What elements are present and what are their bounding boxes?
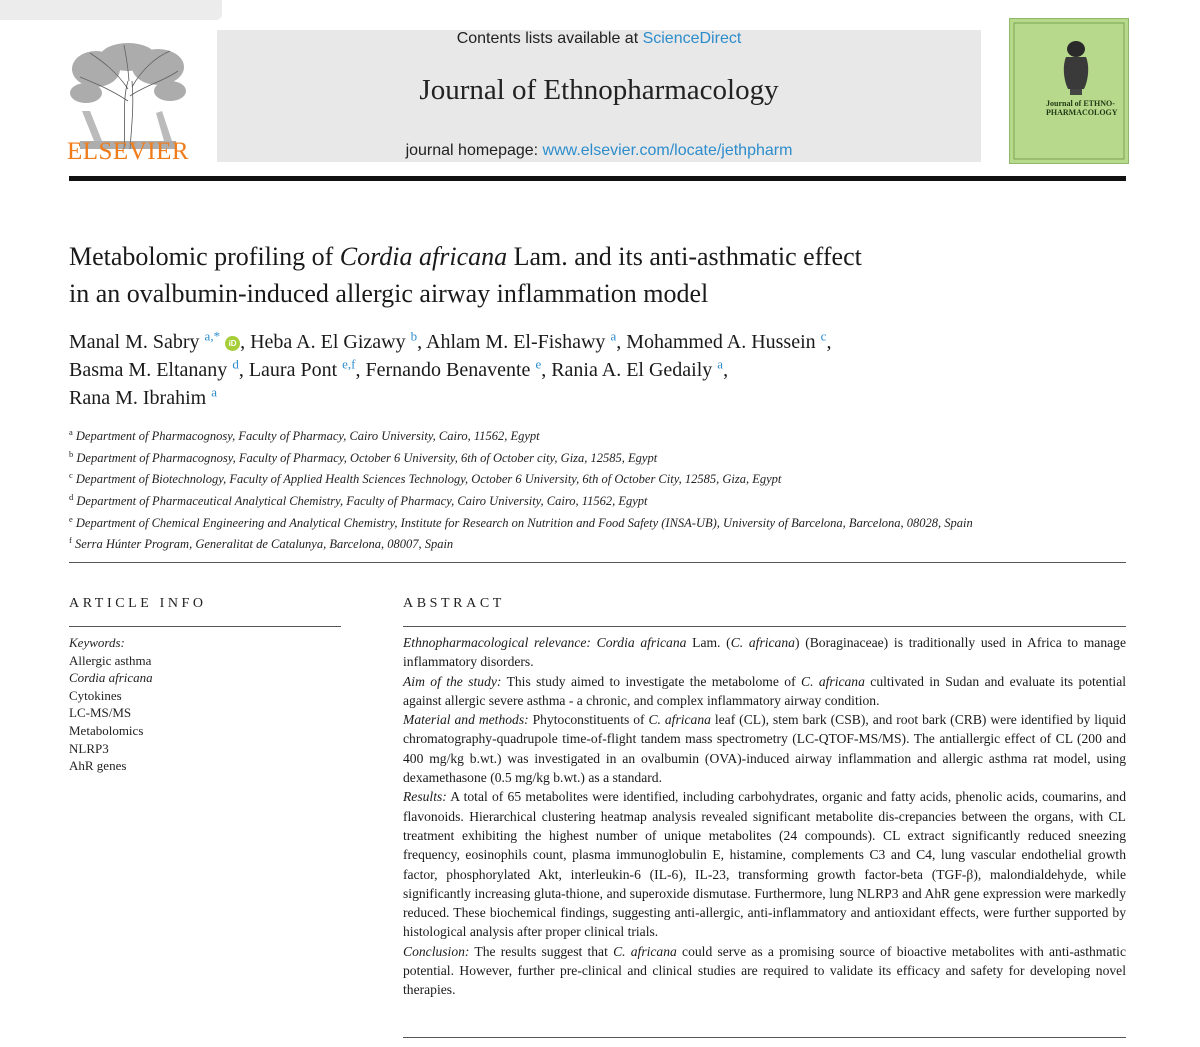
journal-title: Journal of Ethnopharmacology	[419, 74, 779, 106]
title-part: Lam. and its anti-asthmatic effect	[507, 242, 862, 271]
keyword-item[interactable]: NLRP3	[69, 740, 109, 756]
author-name: Fernando Benavente	[365, 359, 531, 381]
section-divider	[69, 562, 1126, 563]
abstract-aim	[403, 672, 1126, 711]
orcid-icon[interactable]: iD	[225, 336, 240, 351]
publisher-name: ELSEVIER	[66, 138, 190, 165]
affiliation-item	[69, 511, 999, 533]
affiliation-key: d	[69, 491, 74, 502]
author-name: Ahlam M. El-Fishawy	[426, 331, 606, 353]
author[interactable]	[626, 328, 827, 353]
paragraph-text: leaf (CL), stem bark (CSB), and root bark (CRB) were identified by liquid chromatography-quadrupole time-of-flight tandem mass spectrometry (LC-QTOF-MS/MS). The antiallergic effect of CL (200 and 400 mg/kg b.wt.) was investigated in an ovalbumin (OVA)-induced airway inflammation and allergic asthma rat model, using dexamethasone (0.5 mg/kg b.wt.) as a standard.	[403, 712, 1126, 786]
paragraph-label: Ethnopharmacological relevance:	[403, 635, 591, 650]
homepage-line	[217, 142, 981, 160]
abstract-bottom-rule	[403, 1037, 1126, 1038]
author-name: Rania A. El Gedaily	[551, 359, 713, 381]
title-species: Cordia africana	[339, 242, 508, 271]
author-list: Manal M. Sabry $^{a,*}$ iD , Heba A. El Gizawy $^b$, Ahlam M. El-Fishawy $^a$, Mohammed A. Hussein $^c$, Basma M. Eltanany $^d$, Laura Pont $^{e,f}$, Fernando Benavente $^e$, Rania A. El Gedaily $^a$, Rana M. Ibrahim $^a$	[69, 328, 832, 409]
abstract-methods	[403, 710, 1126, 787]
keywords-block	[69, 634, 339, 775]
cover-statue-image	[1010, 19, 1128, 163]
author-affiliation-mark[interactable]: a	[610, 328, 617, 344]
abstract-rule	[403, 626, 1126, 627]
author-affiliation-mark[interactable]: a	[211, 384, 217, 400]
affiliation-item	[69, 467, 999, 489]
author-name: Heba A. El Gizawy	[250, 331, 406, 353]
abstract-relevance	[403, 633, 1126, 672]
affiliation-key: a	[69, 427, 73, 437]
author-affiliation-mark[interactable]: a	[717, 356, 724, 372]
browser-top-strip	[0, 0, 222, 20]
author-affiliation-mark[interactable]: a,*	[204, 328, 221, 344]
affiliation-key: f	[69, 535, 72, 546]
author-name: Manal M. Sabry	[69, 331, 200, 353]
abstract-heading: ABSTRACT	[403, 596, 505, 611]
paragraph-text: Lam. (	[686, 635, 731, 650]
paragraph-text: Phytoconstituents of	[528, 712, 649, 728]
author[interactable]	[426, 328, 617, 353]
author-name: Rana M. Ibrahim	[69, 387, 207, 409]
species-name: Cordia africana	[590, 635, 687, 650]
paragraph-text: This study aimed to investigate the metabolome of	[501, 673, 801, 689]
author[interactable]	[69, 328, 221, 353]
abstract-results	[403, 787, 1126, 941]
affiliation-text: Department of Pharmacognosy, Faculty of Pharmacy, October 6 University, 6th of October city, Giza, 12585, Egypt	[76, 450, 658, 465]
paragraph-label: Results:	[403, 789, 447, 805]
keyword-item[interactable]: Cordia africana	[69, 670, 153, 686]
sciencedirect-link[interactable]: ScienceDirect	[642, 30, 742, 47]
affiliation-item	[69, 532, 999, 554]
species-name: C. africana	[801, 673, 865, 689]
author-name: Laura Pont	[248, 359, 338, 381]
article-title	[69, 238, 1129, 312]
author[interactable]	[250, 328, 418, 353]
affiliation-text: Department of Pharmacognosy, Faculty of Pharmacy, Cairo University, Cairo, 11562, Egypt	[75, 429, 540, 444]
affiliation-text: Department of Biotechnology, Faculty of Applied Health Sciences Technology, October 6 University, 6th of October City, 12585, Giza, Egypt	[75, 472, 782, 487]
keyword-item[interactable]: Metabolomics	[69, 722, 144, 738]
keyword-item[interactable]: LC-MS/MS	[69, 705, 132, 721]
affiliation-item	[69, 489, 999, 511]
keywords-label: Keywords:	[69, 635, 125, 650]
affiliation-text: Department of Pharmaceutical Analytical Chemistry, Faculty of Pharmacy, Cairo University, Cairo, 11562, Egypt	[76, 494, 648, 509]
contents-line	[217, 30, 981, 48]
header-rule	[69, 176, 1126, 181]
paragraph-label: Conclusion:	[403, 943, 470, 959]
author-affiliation-mark[interactable]: e,f	[342, 356, 356, 372]
author[interactable]	[248, 356, 356, 381]
title-line-2: in an ovalbumin-induced allergic airway inflammation model	[69, 279, 709, 308]
abstract-conclusion	[403, 942, 1126, 1000]
author-affiliation-mark[interactable]: e	[535, 356, 542, 372]
article-info-heading: ARTICLE INFO	[69, 596, 207, 611]
affiliation-list	[69, 424, 999, 554]
species-name: C. africana	[613, 943, 677, 959]
paragraph-label: Aim of the study:	[403, 673, 502, 689]
keyword-item[interactable]: AhR genes	[69, 758, 127, 774]
species-name: C. africana	[648, 712, 711, 728]
species-name: C. africana	[730, 635, 795, 650]
paragraph-text: A total of 65 metabolites were identified, including carbohydrates, organic and fatty acids, phenolic acids, coumarins, and flavonoids. Hierarchical clustering heatmap analysis revealed significant metabolite dis-crepancies between the organs, with CL treatment exhibiting the highest number of unique metabolites (24 compounds). CL extract significantly reduced sneezing frequency, eosinophils count, plasma immunoglobulin E, histamine, complements C3 and C4, lung vascular endothelial growth factor, phosphorylated Akt, interleukin-6 (IL-6), IL-23, transforming growth factor-beta (TGF-β), malondialdehyde, while significantly increasing gluta-thione, and superoxide dismutase. Furthermore, lung NLRP3 and AhR gene expression were markedly reduced. These biochemical findings, suggesting anti-allergic, anti-inflammatory and antioxidant effects, were further supported by histological analysis after proper clinical trials.	[403, 789, 1126, 940]
affiliation-key: c	[69, 470, 73, 481]
journal-cover-thumbnail	[1009, 18, 1129, 164]
affiliation-key: e	[69, 513, 73, 524]
paragraph-text: cultivated in Sudan and evaluate its potential against allergic severe asthma - a chronic, and complex inflammatory airway condition.	[403, 673, 1127, 708]
affiliation-key: b	[69, 448, 74, 459]
author[interactable]	[69, 356, 239, 381]
homepage-link[interactable]: www.elsevier.com/locate/jethpharm	[542, 142, 793, 159]
author[interactable]	[551, 356, 724, 381]
affiliation-text: Department of Chemical Engineering and Analytical Chemistry, Institute for Research on Nutrition and Food Safety (INSA-UB), University of Barcelona, Barcelona, 08028, Spain	[75, 515, 973, 530]
affiliation-text: Serra Húnter Program, Generalitat de Catalunya, Barcelona, 08007, Spain	[74, 537, 454, 552]
paragraph-label: Material and methods:	[403, 712, 529, 728]
article-info-rule	[69, 626, 341, 627]
keyword-item[interactable]: Cytokines	[69, 687, 122, 703]
keyword-item[interactable]: Allergic asthma	[69, 652, 152, 668]
author-affiliation-mark[interactable]: b	[410, 328, 418, 344]
homepage-prefix: journal homepage:	[405, 142, 543, 159]
author-affiliation-mark[interactable]: c	[820, 328, 827, 344]
title-part: Metabolomic profiling of	[69, 242, 340, 271]
paragraph-text: ) (Boraginaceae) is traditionally used in Africa to manage inflammatory disorders.	[403, 635, 1126, 670]
author[interactable]	[69, 384, 217, 409]
abstract-body	[403, 633, 1126, 1000]
affiliation-item	[69, 424, 999, 446]
cover-label: Journal of ETHNO-PHARMACOLOGY	[1046, 99, 1118, 117]
author-name: Basma M. Eltanany	[69, 359, 228, 381]
paragraph-text: The results suggest that	[469, 943, 614, 959]
author-name: Mohammed A. Hussein	[626, 331, 816, 353]
affiliation-item	[69, 446, 999, 468]
contents-prefix: Contents lists available at	[456, 30, 643, 47]
author[interactable]	[365, 356, 542, 381]
paragraph-text: could serve as a promising source of bioactive metabolites with anti-asthmatic potential. However, further pre-clinical and clinical studies are required to validate its efficacy and safety for developing novel therapies.	[403, 943, 1126, 998]
author-affiliation-mark[interactable]: d	[232, 356, 239, 372]
